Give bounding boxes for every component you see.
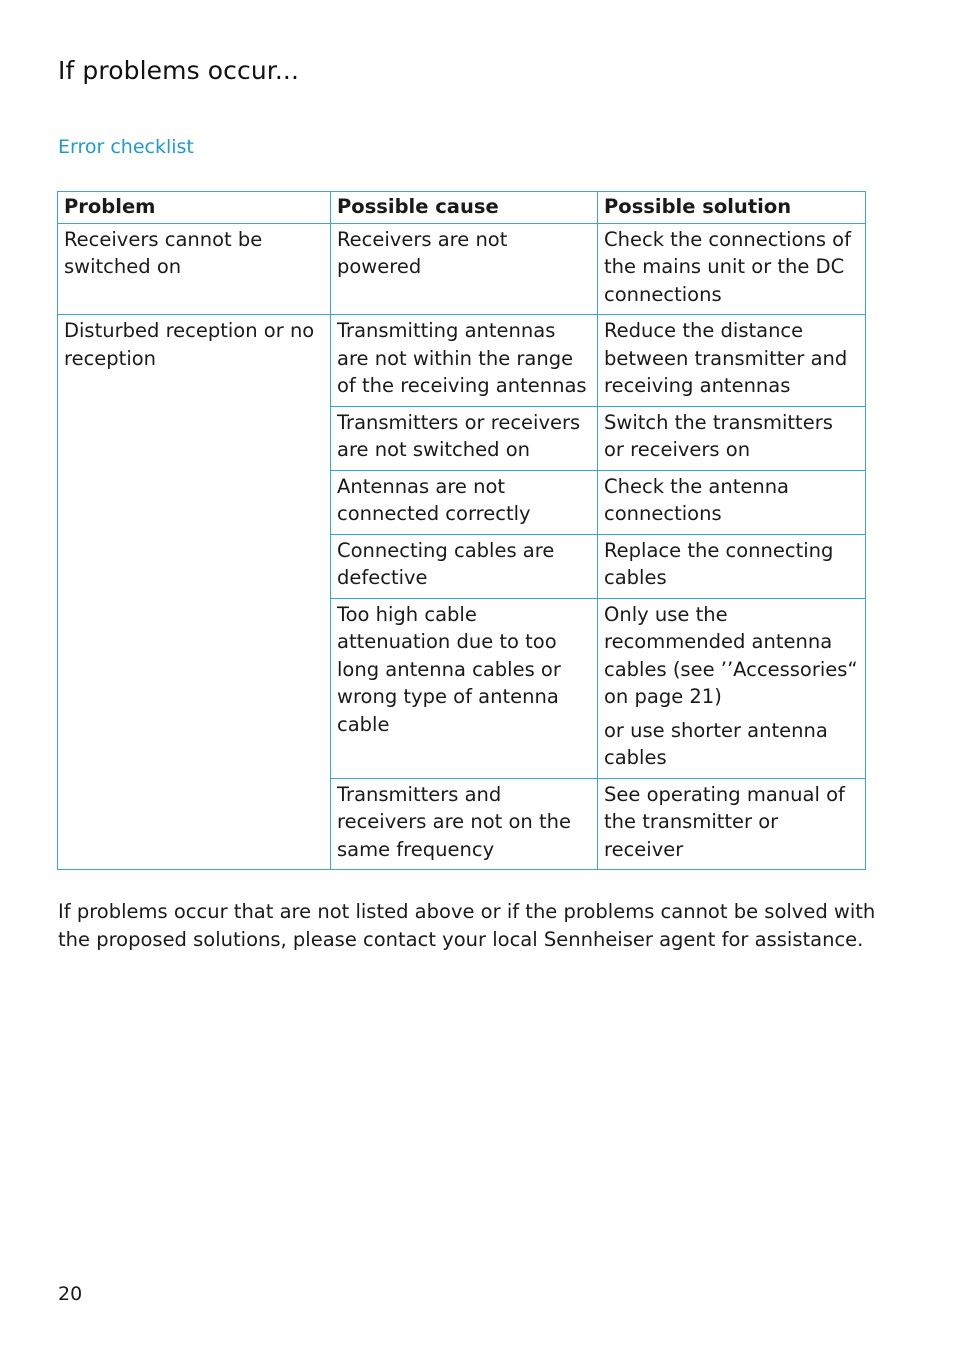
header-cause: Possible cause <box>331 192 598 224</box>
problem-cell: Disturbed reception or no reception <box>58 315 331 870</box>
solution-cell: Check the connections of the mains unit or the DC connections <box>598 223 866 315</box>
solution-cell <box>598 598 866 778</box>
cause-cell: Receivers are not powered <box>331 223 598 315</box>
table-row <box>58 223 866 315</box>
header-solution: Possible solution <box>598 192 866 224</box>
cause-cell: Transmitters or receivers are not switched on <box>331 406 598 470</box>
page-number: 20 <box>58 1283 83 1305</box>
cause-cell: Transmitting antennas are not within the range of the receiving antennas <box>331 315 598 407</box>
solution-cell: Reduce the distance between transmitter and receiving antennas <box>598 315 866 407</box>
solution-text: Only use the recommended antenna cables (see ’’Accessories“ on page 21) <box>604 602 858 708</box>
footer-note: If problems occur that are not listed above or if the problems cannot be solved with the proposed solutions, please contact your local Sennheiser agent for assistance. <box>58 900 876 951</box>
cause-cell: Too high cable attenuation due to too long antenna cables or wrong type of antenna cable <box>331 598 598 778</box>
error-checklist-table <box>57 191 866 870</box>
solution-cell: Replace the connecting cables <box>598 534 866 598</box>
cause-cell: Connecting cables are defective <box>331 534 598 598</box>
solution-cell: Check the antenna connections <box>598 470 866 534</box>
cause-cell: Transmitters and receivers are not on the same frequency <box>331 778 598 870</box>
solution-cell: Switch the transmitters or receivers on <box>598 406 866 470</box>
cause-cell: Antennas are not connected correctly <box>331 470 598 534</box>
table-row <box>58 315 866 407</box>
table-header-row <box>58 192 866 224</box>
solution-extra-text: or use shorter antenna cables <box>604 718 828 769</box>
problem-cell: Receivers cannot be switched on <box>58 223 331 315</box>
page-title: If problems occur... <box>58 56 299 85</box>
header-problem: Problem <box>58 192 331 224</box>
solution-cell: See operating manual of the transmitter or receiver <box>598 778 866 870</box>
section-title: Error checklist <box>58 136 194 158</box>
